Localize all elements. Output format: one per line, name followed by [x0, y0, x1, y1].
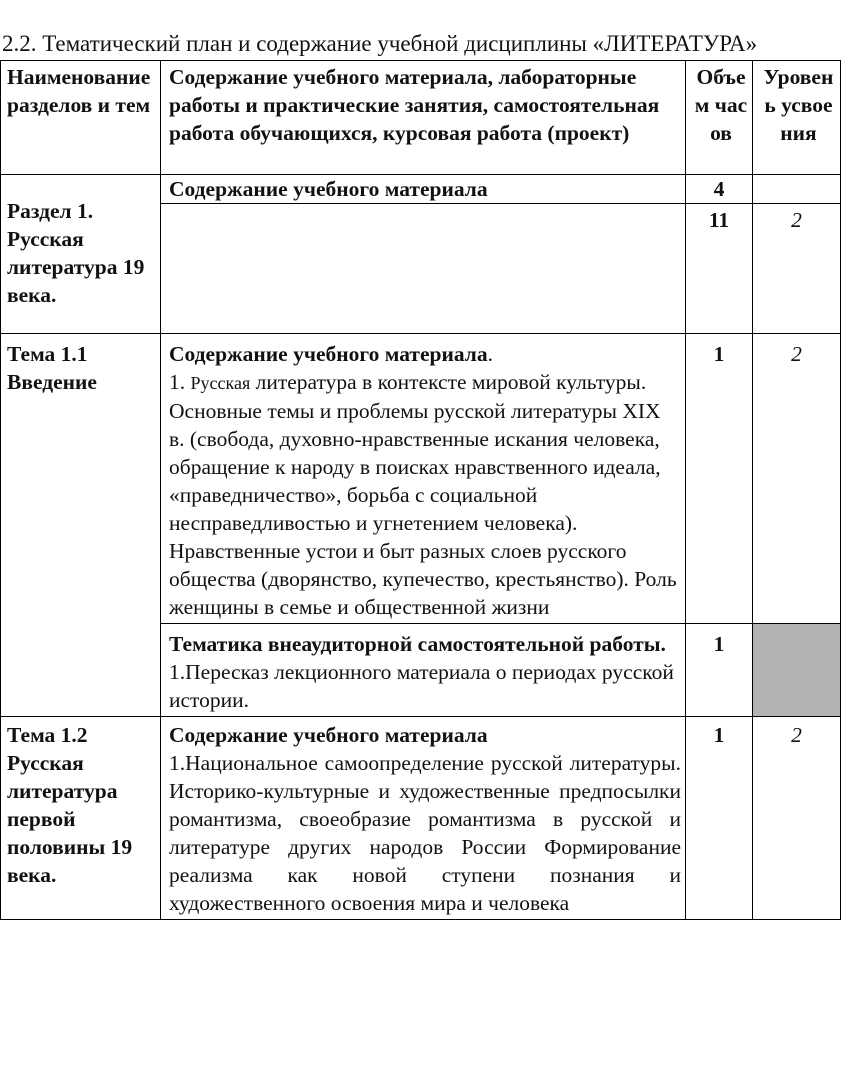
header-sections: Наименование разделов и тем: [1, 61, 161, 175]
header-content: Содержание учебного материала, лабораторные работы и практические занятия, самостоятельная работа обучающихся, курсовая работа (проект): [161, 61, 686, 175]
topic2-content-title: Содержание учебного материала: [169, 723, 488, 747]
topic1-selfwork-title: Тематика внеаудиторной самостоятельной работы.: [169, 632, 666, 656]
topic2-hours: 1: [686, 717, 753, 920]
topic1-paragraph-1: Основные темы и проблемы русской литературы XIX в. (свобода, духовно-нравственные искания человека, обращение к народу в поисках нравственного идеала, «праведничество», борьба с социальной несправедливостью и угнетением человека).: [169, 399, 661, 535]
section1-level-2: 2: [753, 204, 841, 334]
section1-row-content: [1, 175, 841, 204]
topic2-row-content: [1, 717, 841, 920]
topic1-content: [161, 334, 686, 624]
topic1-row-content: [1, 334, 841, 624]
section1-level-1: [753, 175, 841, 204]
section1-empty-content: [161, 204, 686, 334]
topic1-item-small: Русская: [190, 373, 251, 393]
page-title: 2.2. Тематический план и содержание учебной дисциплины «ЛИТЕРАТУРА»: [2, 31, 758, 56]
section1-hours-1: 4: [686, 175, 753, 204]
header-level: Уровень усвоения: [753, 61, 841, 175]
topic1-item-rest: литература в контексте мировой культуры.: [255, 370, 647, 394]
header-row: [1, 61, 841, 175]
topic2-level: 2: [753, 717, 841, 920]
section1-name: [1, 175, 161, 334]
section1-content-title: Содержание учебного материала: [161, 175, 686, 204]
topic1-level: 2: [753, 334, 841, 624]
topic1-item-num: 1.: [169, 370, 186, 394]
topic1-content-title-text: Содержание учебного материала: [169, 342, 488, 366]
thematic-plan-table: [0, 60, 841, 920]
topic1-selfwork-item: 1.Пересказ лекционного материала о периодах русской истории.: [169, 660, 674, 712]
topic2-content: [161, 717, 686, 920]
topic1-name: Тема 1.1 Введение: [1, 334, 161, 717]
topic1-selfwork-hours: 1: [686, 624, 753, 717]
topic1-paragraph-2: Нравственные устои и быт разных слоев русского общества (дворянство, купечество, крестьянство). Роль женщины в семье и общественной жизни: [169, 539, 677, 619]
section1-hours-2: 11: [686, 204, 753, 334]
topic1-item-1: [169, 368, 681, 397]
section1-name-text: Раздел 1. Русская литература 19 века.: [7, 199, 145, 307]
topic2-text: 1.Национальное самоопределение русской литературы. Историко-культурные и художественные предпосылки романтизма, своеобразие романтизма в русской и литературе других народов России Формирование реализма как новой ступени познания и художественного освоения мира и человека: [169, 751, 681, 915]
topic1-content-title: Содержание учебного материала.: [169, 342, 493, 366]
header-hours: Объем часов: [686, 61, 753, 175]
topic1-selfwork: [161, 624, 686, 717]
topic1-hours: 1: [686, 334, 753, 624]
topic1-selfwork-level-shaded: [753, 624, 841, 717]
topic2-name: Тема 1.2 Русская литература первой половины 19 века.: [1, 717, 161, 920]
